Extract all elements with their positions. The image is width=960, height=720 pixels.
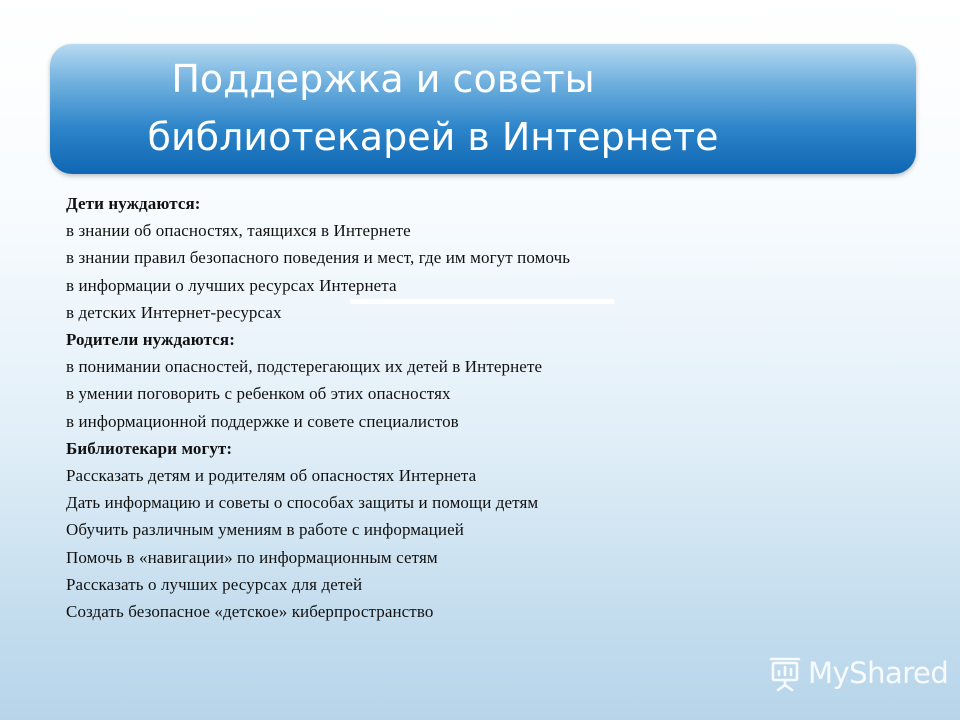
list-item: в понимании опасностей, подстерегающих их детей в Интернете [66, 357, 543, 377]
list-item: Обучить различным умениям в работе с информацией [66, 520, 464, 540]
list-item: в знании правил безопасного поведения и мест, где им могут помочь [66, 248, 571, 268]
watermark-text: MyShared [808, 656, 949, 690]
section-heading-children: Дети нуждаются: [66, 194, 201, 213]
list-item: Дать информацию и советы о способах защиты и помощи детям [66, 493, 539, 513]
list-item: в детских Интернет-ресурсах [66, 302, 282, 322]
list-item: в информационной поддержке и совете специалистов [66, 411, 459, 431]
list-item: Создать безопасное «детское» киберпространство [66, 602, 434, 622]
title-line-1: Поддержка и советы [171, 57, 595, 101]
section-heading-librarians: Библиотекари могут: [66, 438, 233, 458]
list-item: в знании об опасностях, таящихся в Интернете [66, 221, 411, 241]
list-item: Рассказать о лучших ресурсах для детей [66, 574, 363, 594]
slide-body [66, 190, 926, 625]
list-item: Рассказать детям и родителям об опасностях Интернета [66, 466, 477, 486]
title-line-2: библиотекарей в Интернете [147, 115, 719, 159]
list-item: Помочь в «навигации» по информационным сетям [66, 547, 438, 567]
section-heading-parents: Родители нуждаются: [66, 330, 235, 350]
list-item: в информации о лучших ресурсах Интернета [66, 275, 397, 295]
title-banner [50, 44, 916, 174]
list-item: в умении поговорить с ребенком об этих опасностях [66, 384, 451, 404]
presentation-icon [768, 654, 802, 692]
myshared-watermark [768, 654, 948, 692]
